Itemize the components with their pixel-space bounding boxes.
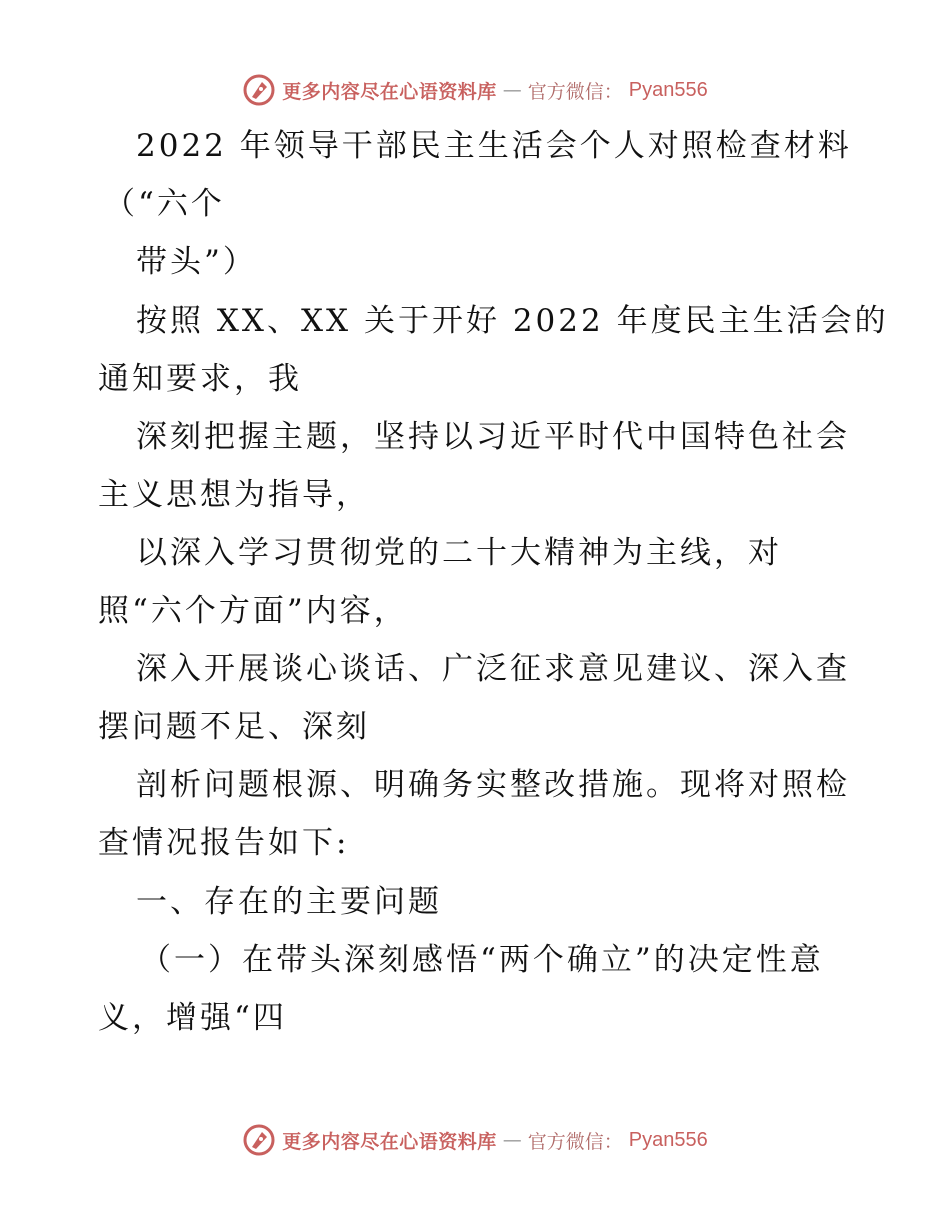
document-title-line-1: 2022 年领导干部民主生活会个人对照检查材料 [136,128,852,164]
paragraph-line: 摆问题不足、深刻 [98,709,370,745]
paragraph-line: 通知要求，我 [98,361,302,397]
watermark-wechat-label: 官方微信： [527,1130,623,1153]
watermark-separator: — [502,79,522,101]
watermark-brand: 更多内容尽在心语资料库 [282,1130,497,1153]
document-title-line-3: 带头”） [136,244,257,280]
paragraph-line: 以深入学习贯彻党的二十大精神为主线，对 [136,535,782,571]
document-title-line-2: （“六个 [104,186,225,222]
paragraph-line: 按照 XX、XX 关于开好 2022 年度民主生活会的 [136,303,889,339]
pen-nib-circle-icon [242,73,276,107]
paragraph-line: 剖析问题根源、明确务实整改措施。现将对照检 [136,767,850,803]
paragraph-line: 主义思想为指导， [98,477,370,513]
watermark-brand: 更多内容尽在心语资料库 [282,80,497,103]
watermark-wechat-id: Pyan556 [628,78,708,101]
watermark-header [0,70,950,110]
section-heading: 一、存在的主要问题 [136,884,442,920]
watermark-separator: — [502,1129,522,1151]
watermark-wechat-id: Pyan556 [628,1128,708,1151]
paragraph-line: 照“六个方面”内容， [98,593,408,629]
paragraph-line: 义，增强“四 [98,1000,287,1036]
paragraph-line: 深入开展谈心谈话、广泛征求意见建议、深入查 [136,651,850,687]
subsection-heading: （一）在带头深刻感悟“两个确立”的决定性意 [140,942,824,978]
pen-nib-circle-icon [242,1123,276,1157]
watermark-wechat-label: 官方微信： [527,80,623,103]
paragraph-line: 深刻把握主题，坚持以习近平时代中国特色社会 [136,419,850,455]
paragraph-line: 查情况报告如下: [98,825,350,861]
watermark-footer [0,1120,950,1160]
